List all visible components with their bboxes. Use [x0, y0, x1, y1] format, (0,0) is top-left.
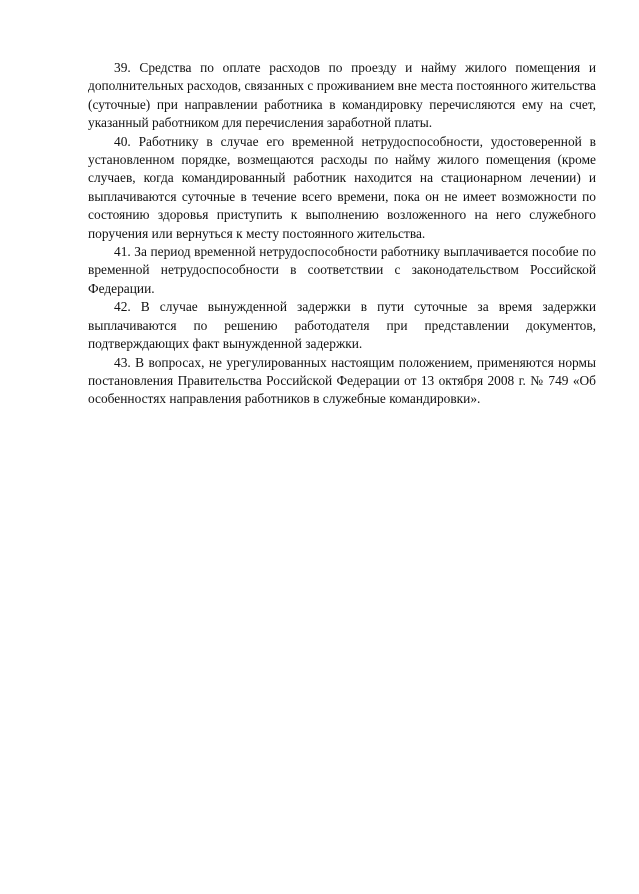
paragraph-40: 40. Работнику в случае его временной нетрудоспособности, удостоверенной в установленном порядке, возмещаются расходы по найму жилого помещения (кроме случаев, когда командированный работник находится на стационарном лечении) и выплачиваются суточные в течение всего времени, пока он не имеет возможности по состоянию здоровья приступить к выполнению возложенного на него служебного поручения или вернуться к месту постоянного жительства.	[88, 133, 596, 241]
paragraph-39: 39. Средства по оплате расходов по проезду и найму жилого помещения и дополнительных расходов, связанных с проживанием вне места постоянного жительства (суточные) при направлении работника в командировку перечисляются ему на счет, указанный работником для перечисления заработной платы.	[88, 60, 596, 131]
document-body	[88, 59, 596, 409]
paragraph-43: 43. В вопросах, не урегулированных настоящим положением, применяются нормы постановления Правительства Российской Федерации от 13 октября 2008 г. № 749 «Об особенностях направления работников в служебные командировки».	[88, 354, 596, 407]
paragraph-42: 42. В случае вынужденной задержки в пути суточные за время задержки выплачиваются по решению работодателя при представлении документов, подтверждающих факт вынужденной задержки.	[88, 299, 596, 352]
paragraph-41: 41. За период временной нетрудоспособности работнику выплачивается пособие по временной нетрудоспособности в соответствии с законодательством Российской Федерации.	[88, 244, 596, 296]
